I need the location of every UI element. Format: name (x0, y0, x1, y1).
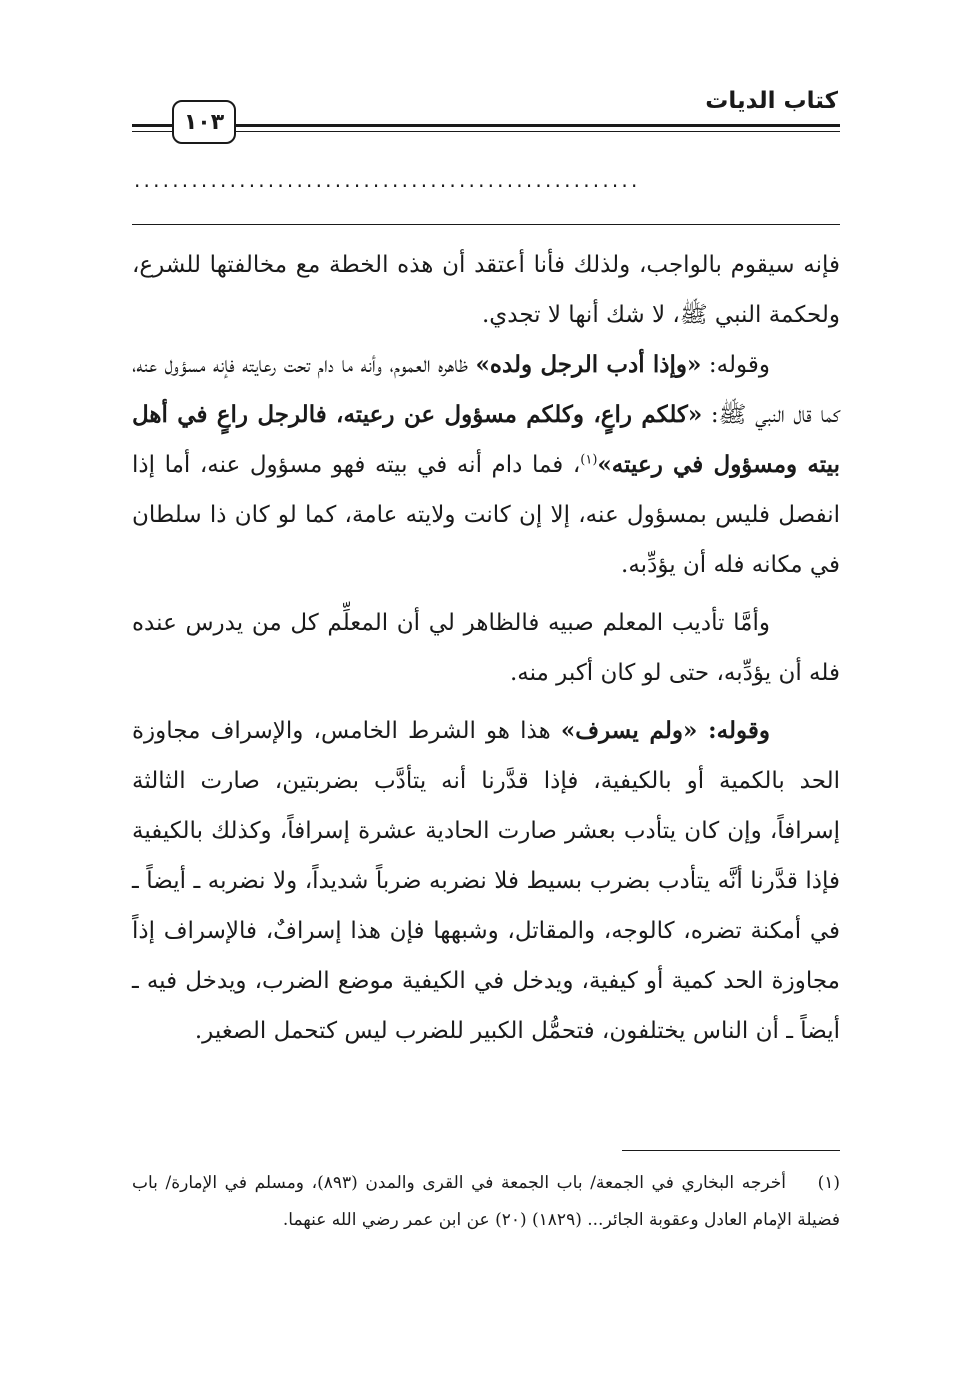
paragraph-2 (132, 340, 840, 590)
paragraph-3-text: وأمَّا تأديب المعلم صبيه فالظاهر لي أن المعلِّم كل من يدرس عنده فله أن يؤدِّبه، حتى لو كان أكبر منه. (132, 610, 840, 686)
header-rule-right-thick (236, 124, 840, 127)
paragraph-2-text-3: ، فما دام أنه في بيته فهو مسؤول عنه، أما إذا انفصل فليس بمسؤول عنه، إلا إن كانت ولايته عامة، كما لو كان ذا سلطان في مكانه فله أن يؤدِّبه. (132, 452, 841, 578)
main-text (132, 240, 840, 1056)
footnote-reference: (١) (580, 452, 598, 468)
header-rule-right-thin (236, 131, 840, 132)
page-number: ١٠٣ (183, 109, 225, 135)
paragraph-3 (132, 598, 840, 698)
footnote-text: أخرجه البخاري في الجمعة/ باب الجمعة في القرى والمدن (٨٩٣)، ومسلم في الإمارة/ باب فضيلة الإمام العادل وعقوبة الجائر... (١٨٢٩) (٢٠) عن ابن عمر رضي الله عنهما. (132, 1173, 840, 1230)
header-rule-left-thin (132, 131, 172, 132)
paragraph-2-text-1: وقوله: (701, 352, 770, 378)
quote-hadith-title: «وإذا أدب الرجل ولده» (475, 351, 702, 378)
paragraph-4-text: هذا هو الشرط الخامس، والإسراف مجاوزة الحد بالكمية أو بالكيفية، فإذا قدَّرنا أنه يتأدَّب بضربتين، صارت الثالثة إسرافاً، وإن كان يتأدب بعشر صارت الحادية عشرة إسرافاً، وكذلك بالكيفية فإذا قدَّرنا أنَّه يتأدب بضرب بسيط فلا نضربه ضرباً شديداً، ولا نضربه ـ أيضاً ـ في أمكنة تضره، كالوجه، والمقاتل، وشبهها فإن هذا إسرافٌ، فالإسراف إذاً مجاوزة الحد كمية أو كيفية، ويدخل في الكيفية موضع الضرب، ويدخل فيه ـ أيضاً ـ أن الناس يختلفون، فتحمُّل الكبير للضرب ليس كتحمل الصغير. (132, 718, 840, 1044)
footnote (132, 1165, 840, 1239)
separator-rule (132, 224, 840, 225)
footnote-rule (622, 1150, 840, 1151)
book-title: كتاب الديات (705, 88, 838, 114)
paragraph-1 (132, 240, 840, 340)
footnote-number: (١) (817, 1173, 840, 1193)
quote-hadith: «كلكم راعٍ، وكلكم مسؤول عن رعيته، فالرجل راعٍ في أهل بيته ومسؤول في رعيته» (132, 401, 840, 478)
header-rule-left-thick (132, 124, 172, 127)
quote-condition: وقوله: «ولم يسرف» (560, 717, 770, 744)
dotted-separator: ..................................................... (134, 168, 641, 192)
paragraph-2-text-2: ظاهره العموم، وأنه ما دام تحت رعايته فإنه مسؤول عنه، كما قال النبي ﷺ: (132, 352, 840, 428)
paragraph-4 (132, 706, 840, 1056)
page-number-badge (172, 100, 236, 144)
paragraph-1-text: فإنه سيقوم بالواجب، ولذلك فأنا أعتقد أن هذه الخطة مع مخالفتها للشرع، ولحكمة النبي ﷺ، لا شك أنها لا تجدي. (132, 252, 840, 328)
